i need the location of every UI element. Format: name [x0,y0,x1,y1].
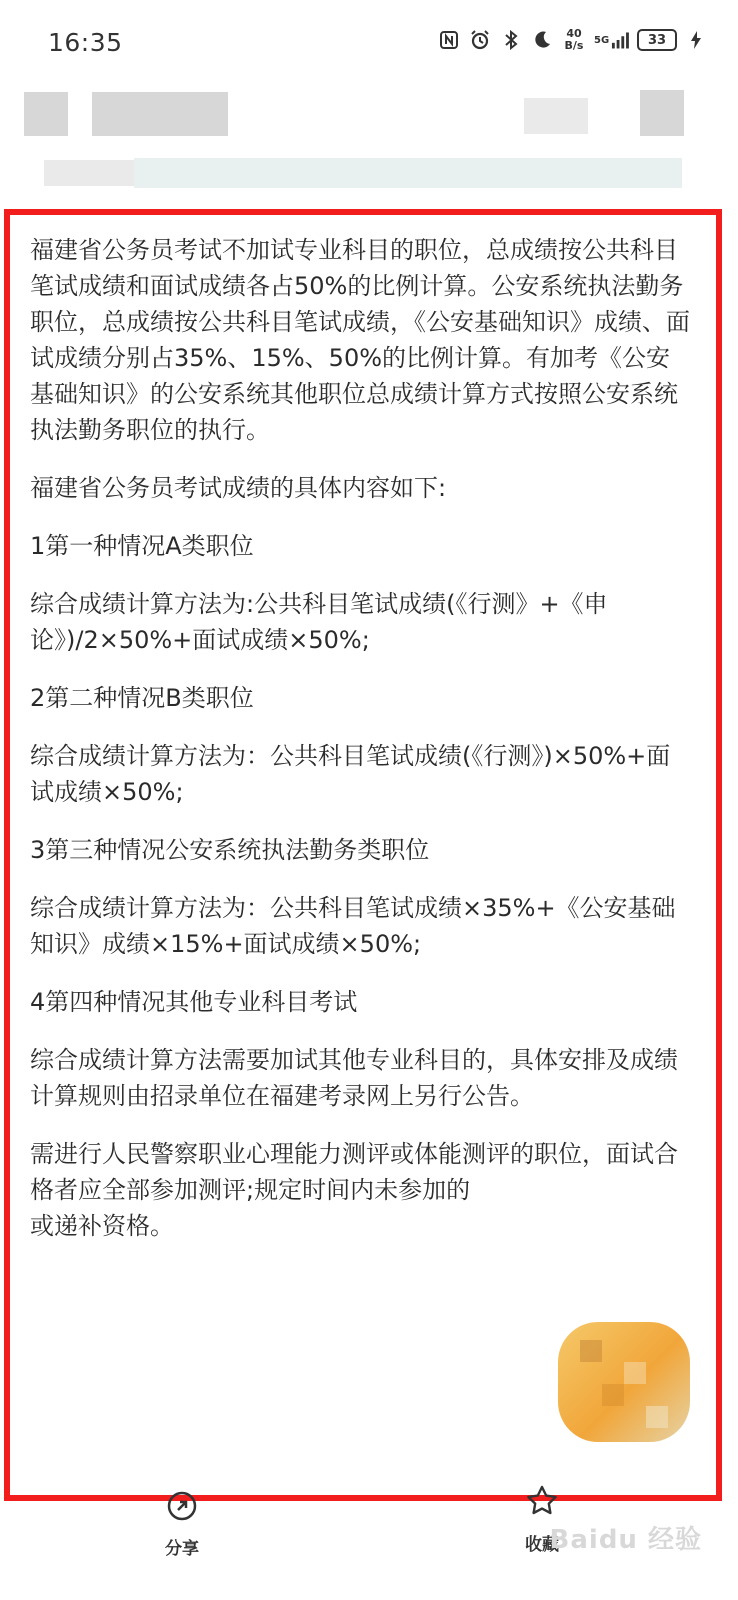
share-button[interactable] [158,1490,206,1559]
share-label: 分享 [165,1539,199,1559]
share-icon [166,1490,198,1526]
article-body [30,232,690,1244]
nfc-icon [437,28,461,52]
paragraph: 综合成绩计算方法为：公共科目笔试成绩(《行测》)×50%+面试成绩×50%; [30,742,671,806]
badge-pixel [580,1340,602,1362]
badge-pixel [602,1384,624,1406]
paragraph: 综合成绩计算方法为：公共科目笔试成绩×35%+《公安基础知识》成绩×15%+面试成绩×50%; [30,894,676,958]
blurred-nav-block [24,92,68,136]
status-icons [437,28,708,52]
net-speed: 40 B/s [564,27,584,52]
paragraph: 福建省公务员考试成绩的具体内容如下: [30,474,447,502]
signal-icon [594,28,630,52]
paragraph-line: 需进行人民警察职业心理能力测评或体能测评的职位，面试合格者应全部参加测评;规定时间内未参加的 [30,1140,678,1204]
paragraph [30,1136,690,1244]
signal-label: 5G [594,34,610,46]
paragraph: 1第一种情况A类职位 [30,532,254,560]
blurred-menu-block [640,90,684,136]
badge-pixel [646,1406,668,1428]
paragraph: 综合成绩计算方法为:公共科目笔试成绩(《行测》+《申论》)/2×50%+面试成绩×50%; [30,590,608,654]
badge-pixel [624,1362,646,1384]
status-bar [0,0,738,80]
paragraph: 3第三种情况公安系统执法勤务类职位 [30,836,430,864]
paragraph-line: 或递补资格。 [30,1212,174,1240]
bottom-bar [0,1500,738,1600]
bluetooth-icon [499,28,523,52]
paragraph: 福建省公务员考试不加试专业科目的职位，总成绩按公共科目笔试成绩和面试成绩各占50%的比例计算。公安系统执法勤务职位，总成绩按公共科目笔试成绩，《公安基础知识》成绩、面试成绩分别占35%、15%、50%的比例计算。有加考《公安基础知识》的公安系统其他职位总成绩计算方式按照公安系统执法勤务职位的执行。 [30,236,690,444]
alarm-icon [468,28,492,52]
charging-icon [684,28,708,52]
battery-icon: 33 [637,29,677,51]
blurred-subtitle-strip [134,158,682,188]
floating-badge[interactable] [558,1322,690,1442]
blurred-subtitle-block [44,160,134,186]
status-time: 16:35 [48,28,123,57]
star-icon [525,1484,559,1522]
moon-icon [530,28,554,52]
blurred-action-block [524,98,588,134]
paragraph: 2第二种情况B类职位 [30,684,254,712]
paragraph: 4第四种情况其他专业科目考试 [30,988,358,1016]
paragraph: 综合成绩计算方法需要加试其他专业科目的，具体安排及成绩计算规则由招录单位在福建考录网上另行公告。 [30,1046,678,1110]
blurred-title-block [92,92,228,136]
watermark: Baidu 经验 [549,1525,702,1555]
favorite-label: 收藏 [525,1535,559,1555]
